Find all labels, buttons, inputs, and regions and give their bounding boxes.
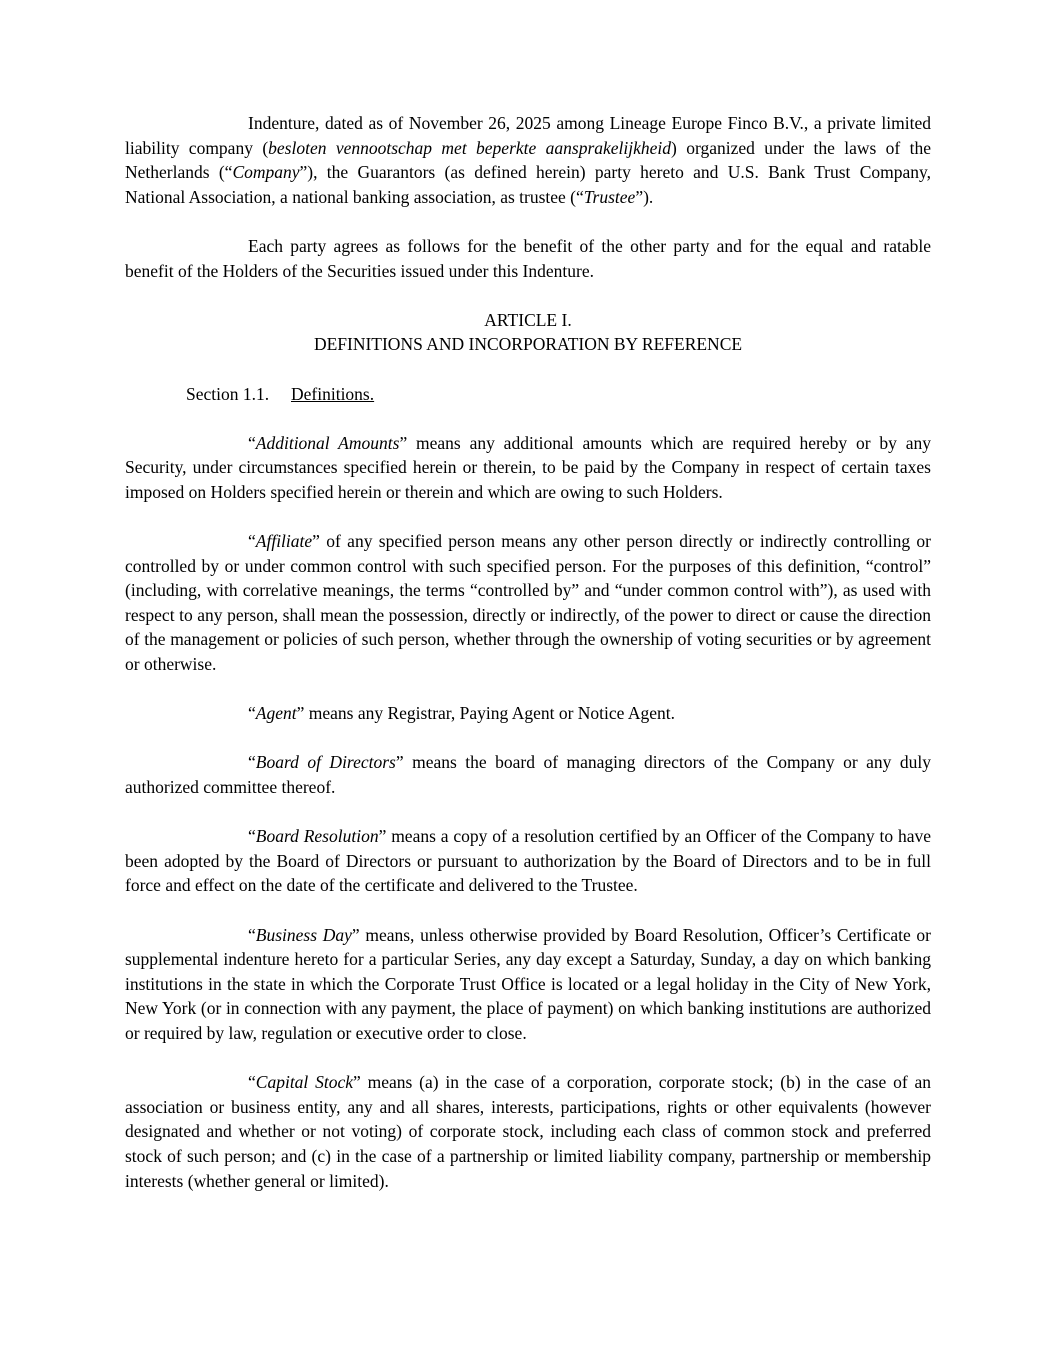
definition-board-resolution: “Board Resolution” means a copy of a resolution certified by an Officer of the Company to have been adopted by the Board of Directors or pursuant to authorization by the Board of Directors and to be in full force and effect on the date of the certificate and delivered to the Trustee. bbox=[125, 826, 931, 896]
agreement-paragraph: Each party agrees as follows for the benefit of the other party and for the equal and ratable benefit of the Holders of the Securities issued under this Indenture. bbox=[125, 235, 931, 281]
definition-affiliate: “Affiliate” of any specified person means any other person directly or indirectly controlling or controlled by or under common control with such specified person. For the purposes of this definition, “control” (including, with correlative meanings, the terms “controlled by” and “under common control with”), as used with respect to any person, shall mean the possession, directly or indirectly, of the power to direct or cause the direction of the management or policies of such person, whether through the ownership of voting securities or by agreement or otherwise. bbox=[125, 531, 931, 675]
definition-business-day: “Business Day” means, unless otherwise provided by Board Resolution, Officer’s Certificate or supplemental indenture hereto for a particular Series, any day except a Saturday, Sunday, a day on which banking institutions in the state in which the Corporate Trust Office is located or a legal holiday in the City of New York, New York (or in connection with any payment, the place of payment) on which banking institutions are authorized or required by law, regulation or executive order to close. bbox=[125, 924, 932, 1043]
intro-paragraph: Indenture, dated as of November 26, 2025 among Lineage Europe Finco B.V., a private limited liability company (besloten vennootschap met beperkte aansprakelijkheid) organized under the laws of the Netherlands (“Company”), the Guarantors (as defined herein) party hereto and U.S. Bank Trust Company, National Association, a national banking association, as trustee (“Trustee”). bbox=[125, 113, 931, 207]
definition-agent: “Agent” means any Registrar, Paying Agent or Notice Agent. bbox=[248, 703, 675, 724]
article-title: DEFINITIONS AND INCORPORATION BY REFERENCE bbox=[313, 334, 743, 355]
definition-additional-amounts: “Additional Amounts” means any additional amounts which are required hereby or by any Security, under circumstances specified herein or therein, to be paid by the Company in respect of certain taxes imposed on Holders specified herein or therein and which are owing to such Holders. bbox=[125, 432, 931, 502]
article-heading bbox=[125, 308, 931, 357]
definition-capital-stock: “Capital Stock” means (a) in the case of a corporation, corporate stock; (b) in the case of an association or business entity, any and all shares, interests, participations, rights or other equivalents (however designated and whether or not voting) of corporate stock, including each class of common stock and preferred stock of such person; and (c) in the case of a partnership or limited liability company, partnership or membership interests (whether general or limited). bbox=[125, 1072, 931, 1191]
section-1-1-heading: Section 1.1. Definitions. bbox=[186, 383, 375, 404]
definition-board-of-directors: “Board of Directors” means the board of managing directors of the Company or any duly authorized committee thereof. bbox=[125, 752, 931, 798]
article-number: ARTICLE I. bbox=[484, 309, 572, 330]
